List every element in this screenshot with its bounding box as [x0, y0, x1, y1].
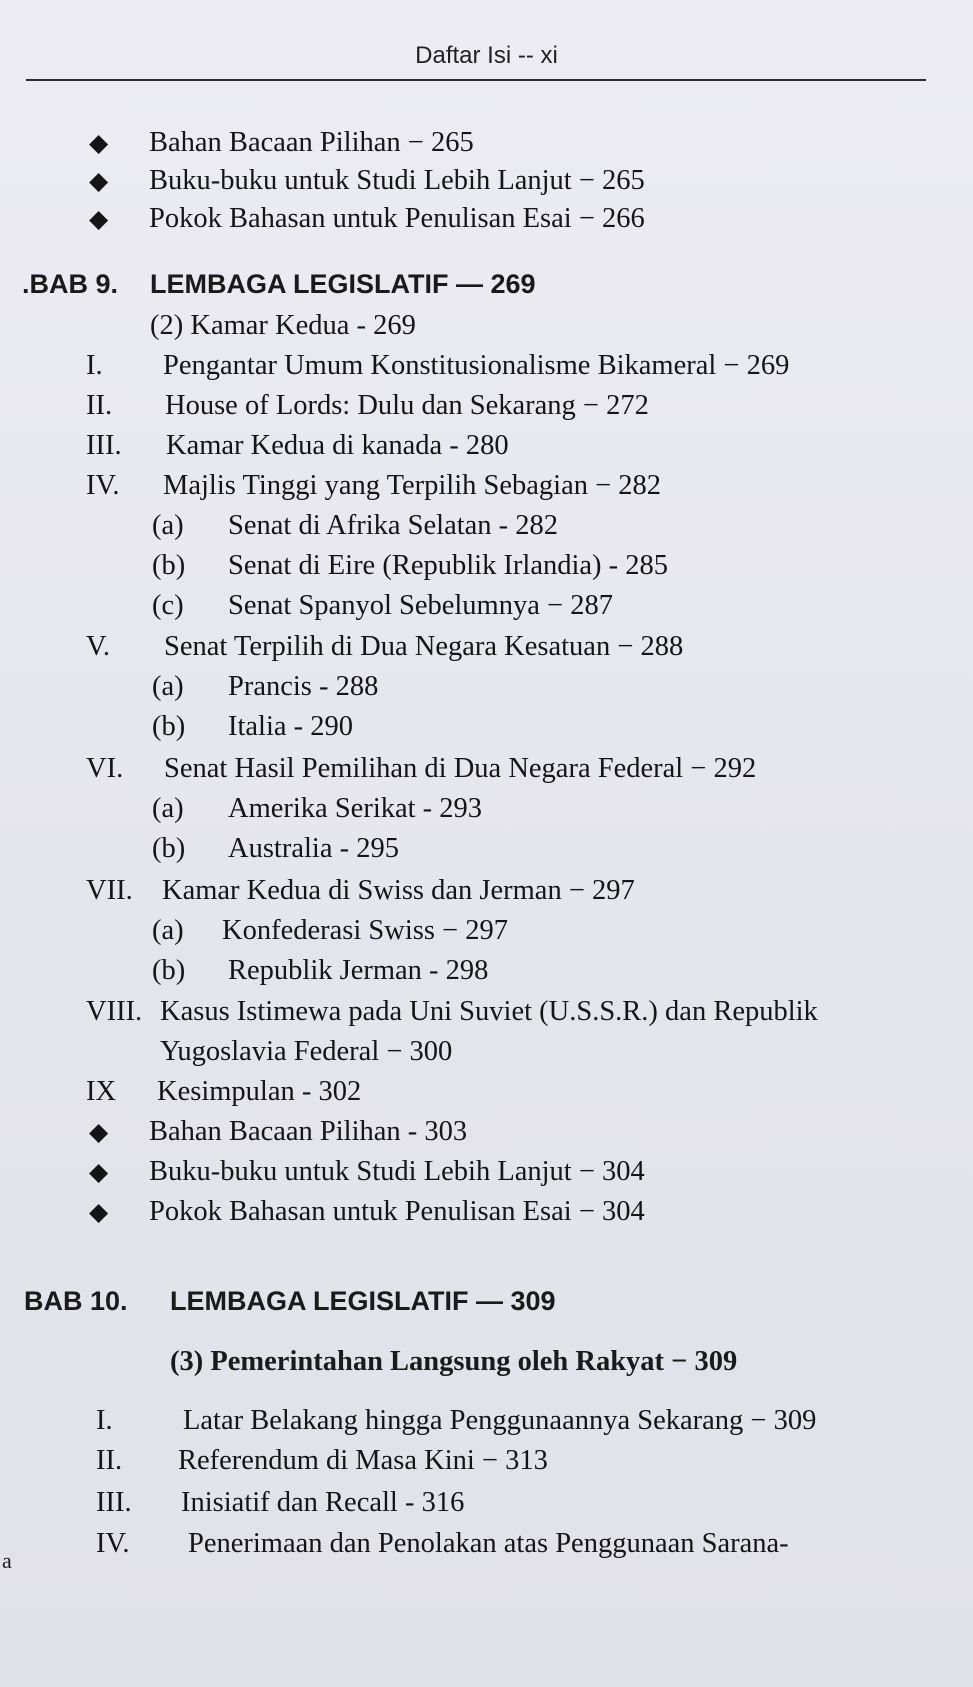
book-page: Daftar Isi -- xi ◆ Bahan Bacaan Pilihan − 265 ◆ Buku-buku untuk Studi Lebih Lanjut − 265 ◆ Pokok Bahasan untuk Penulisan Esai − 266 .BAB 9. LEMBAGA LEGISLATIF — 269 (2) Kamar Kedua - 269 I. Pengantar Umum Konstitusionalisme Bikameral − 269 II. House of Lords: Dulu dan Sekarang − 272 III. Kamar Kedua di kanada - 280 IV. Majlis Tinggi yang Terpilih Sebagian − 282 (a) Senat di Afrika Selatan - 282 (b) Senat di Eire (Republik Irlandia) - 285 (c) Senat Spanyol Sebelumnya − 287 V. Senat Terpilih di Dua Negara Kesatuan − 288 (a) Prancis - 288 (b) Italia - 290 VI. Senat Hasil Pemilihan di Dua Negara Federal − 292 (a) Amerika Serikat - 293 (b) Australia - 295 VII. Kamar Kedua di Swiss dan Jerman − 297 (a) Konfederasi Swiss − 297 (b) Republik Jerman - 298 VIII. Kasus Istimewa pada Uni Suviet (U.S.S.R.) dan Republik Yugoslavia Federal − 300 IX Kesimpulan - 302 ◆ Bahan Bacaan Pilihan - 303 ◆ Buku-buku untuk Studi Lebih Lanjut − 304 ◆ Pokok Bahasan untuk Penulisan Esai − 304 BAB 10. LEMBAGA LEGISLATIF — 309 (3) Pemerintahan Langsung oleh Rakyat − 309 I. Latar Belakang hingga Penggunaannya Sekarang − 309 II. Referendum di Masa Kini − 313 III. Inisiatif dan Recall - 316 IV. Penerimaan dan Penolakan atas Penggunaan Sarana- a [0, 0, 973, 1687]
header-rule [26, 79, 926, 81]
page-header: Daftar Isi -- xi [415, 42, 558, 69]
diamond-bullet-icon: ◆ [89, 1119, 109, 1146]
diamond-bullet-icon: ◆ [89, 130, 109, 157]
chapter-label: BAB 10. [24, 1286, 128, 1316]
chapter-title: LEMBAGA LEGISLATIF — 309 [170, 1286, 556, 1316]
chapter-subtitle: (3) Pemerintahan Langsung oleh Rakyat − 309 [170, 1346, 738, 1377]
diamond-bullet-icon: ◆ [89, 1159, 109, 1186]
diamond-bullet-icon: ◆ [89, 206, 109, 233]
chapter-title: LEMBAGA LEGISLATIF — 269 [150, 269, 536, 299]
diamond-bullet-icon: ◆ [89, 1199, 109, 1226]
margin-mark: a [2, 1548, 12, 1573]
chapter-label: .BAB 9. [22, 269, 119, 299]
chapter-subtitle: (2) Kamar Kedua - 269 [150, 310, 416, 341]
diamond-bullet-icon: ◆ [89, 168, 109, 195]
